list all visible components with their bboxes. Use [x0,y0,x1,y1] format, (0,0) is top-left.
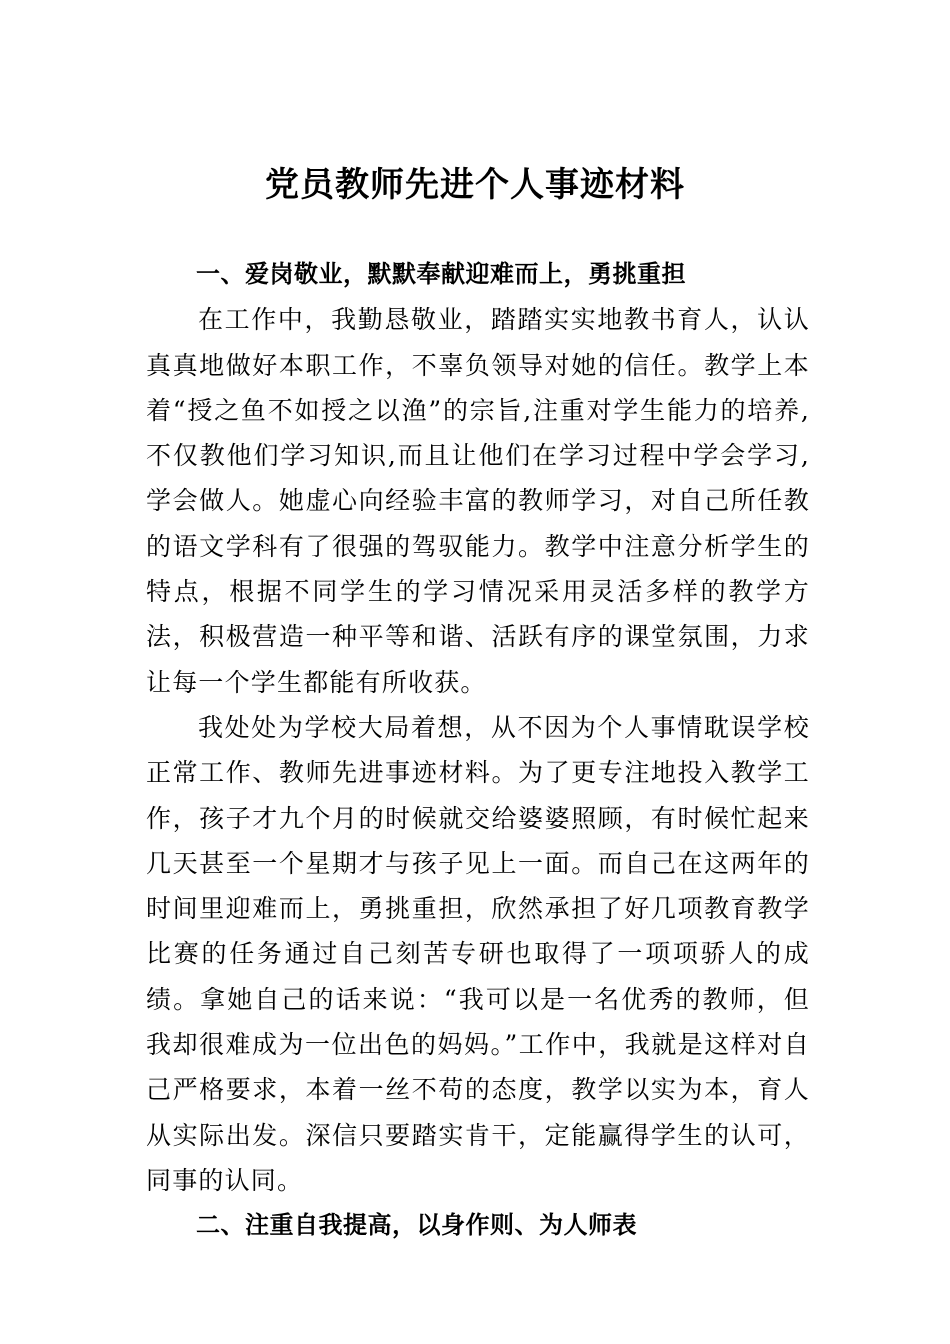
section-1-paragraph-2: 我处处为学校大局着想，从不因为个人事情耽误学校正常工作、教师先进事迹材料。为了更专注地投入教学工作，孩子才九个月的时候就交给婆婆照顾，有时候忙起来几天甚至一个星期才与孩子见上一面。而自己在这两年的时间里迎难而上，勇挑重担，欣然承担了好几项教育教学比赛的任务通过自己刻苦专研也取得了一项项骄人的成绩。拿她自己的话来说：“我可以是一名优秀的教师，但我却很难成为一位出色的妈妈。”工作中，我就是这样对自己严格要求，本着一丝不苟的态度，教学以实为本，育人从实际出发。深信只要踏实肯干，定能赢得学生的认可，同事的认同。 [146,712,810,1195]
document-body [146,252,810,1249]
section-heading-2: 二、注重自我提高，以身作则、为人师表 [196,1211,637,1240]
document-title: 党员教师先进个人事迹材料 [265,165,685,205]
section-1-paragraph-1: 在工作中，我勤恳敬业，踏踏实实地教书育人，认认真真地做好本职工作，不辜负领导对她的信任。教学上本着“授之鱼不如授之以渔”的宗旨,注重对学生能力的培养,不仅教他们学习知识,而且让他们在学习过程中学会学习,学会做人。她虚心向经验丰富的教师学习，对自己所任教的语文学科有了很强的驾驭能力。教学中注意分析学生的特点，根据不同学生的学习情况采用灵活多样的教学方法，积极营造一种平等和谐、活跃有序的课堂氛围，力求让每一个学生都能有所收获。 [146,305,810,697]
section-heading-1: 一、爱岗敬业，默默奉献迎难而上，勇挑重担 [196,260,686,288]
